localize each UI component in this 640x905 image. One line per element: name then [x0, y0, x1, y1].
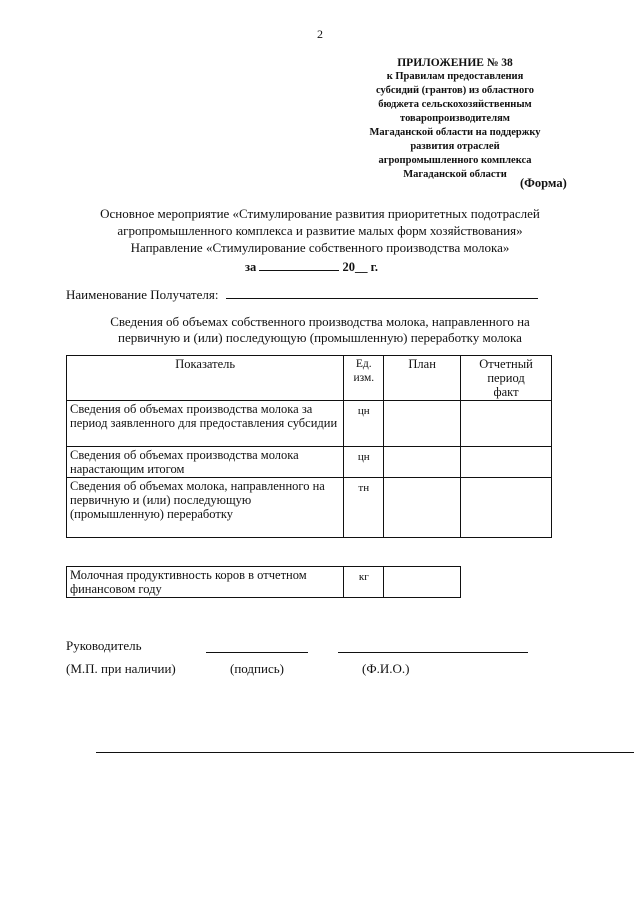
row-plan-cell[interactable] — [384, 478, 461, 538]
row-unit: цн — [344, 401, 384, 447]
table-row — [67, 401, 552, 447]
productivity-table — [66, 566, 461, 598]
heading-line: агропромышленного комплекса и развитие малых форм хозяйствования» — [117, 223, 523, 238]
header-unit: Ед. изм. — [344, 356, 384, 401]
caption-line: Сведения об объемах собственного производства молока, направленного на — [110, 314, 530, 329]
row-unit: цн — [344, 447, 384, 478]
appendix-line: Магаданской области на поддержку — [369, 127, 541, 138]
appendix-title: ПРИЛОЖЕНИЕ № 38 — [397, 57, 513, 69]
page-number: 2 — [317, 27, 323, 41]
row-plan-cell[interactable] — [384, 447, 461, 478]
head-label: Руководитель — [66, 638, 142, 653]
milk-production-table — [66, 355, 552, 538]
row-fact-cell[interactable] — [461, 401, 552, 447]
report-period — [245, 258, 378, 275]
header-fact — [461, 356, 552, 401]
period-blank[interactable] — [259, 258, 339, 271]
productivity-unit: кг — [344, 567, 384, 598]
period-suffix: г. — [370, 260, 379, 274]
table-row — [67, 478, 552, 538]
document-heading — [40, 205, 600, 256]
bottom-divider — [96, 752, 634, 753]
appendix-block — [340, 56, 570, 182]
stamp-label: (М.П. при наличии) — [66, 661, 176, 676]
recipient-row — [66, 286, 538, 303]
recipient-field[interactable] — [226, 286, 538, 299]
row-indicator: Сведения об объемах производства молока нарастающим итогом — [67, 447, 344, 478]
appendix-line: к Правилам предоставления — [386, 71, 524, 82]
period-year-blank[interactable]: __ — [355, 260, 368, 274]
productivity-value-cell[interactable] — [384, 567, 461, 598]
recipient-label: Наименование Получателя: — [66, 287, 219, 302]
signature-block — [66, 638, 536, 678]
table-caption — [66, 314, 574, 346]
appendix-line: развития отраслей — [410, 141, 500, 152]
header-plan: План — [384, 356, 461, 401]
appendix-line: товаропроизводителям — [400, 113, 510, 124]
heading-line: Направление «Стимулирование собственного производства молока» — [130, 240, 510, 255]
table-header-row — [67, 356, 552, 401]
header-fact-line: Отчетный — [479, 357, 533, 371]
row-unit: тн — [344, 478, 384, 538]
form-label: (Форма) — [520, 176, 567, 190]
period-prefix: за — [245, 260, 257, 274]
row-plan-cell[interactable] — [384, 401, 461, 447]
period-year-prefix: 20 — [342, 260, 356, 274]
signature-line[interactable] — [206, 652, 308, 653]
header-indicator: Показатель — [67, 356, 344, 401]
name-label: (Ф.И.О.) — [362, 661, 410, 676]
name-line[interactable] — [338, 652, 528, 653]
header-fact-line: факт — [493, 385, 519, 399]
header-fact-line: период — [487, 371, 525, 385]
table-row — [67, 447, 552, 478]
heading-line: Основное мероприятие «Стимулирование развития приоритетных подотраслей — [100, 206, 540, 221]
caption-line: первичную и (или) последующую (промышленную) переработку молока — [118, 330, 522, 345]
appendix-line: бюджета сельскохозяйственным — [378, 99, 532, 110]
appendix-line: агропромышленного комплекса — [378, 155, 532, 166]
sign-label: (подпись) — [230, 661, 284, 676]
row-indicator: Сведения об объемах производства молока за период заявленного для предоставления субсидии — [67, 401, 344, 447]
productivity-indicator: Молочная продуктивность коров в отчетном финансовом году — [67, 567, 344, 598]
row-fact-cell[interactable] — [461, 478, 552, 538]
row-indicator: Сведения об объемах молока, направленного на первичную и (или) последующую (промышленную) переработку — [67, 478, 344, 538]
appendix-line: субсидий (грантов) из областного — [376, 85, 534, 96]
table-row — [67, 567, 461, 598]
appendix-line: Магаданской области — [403, 169, 507, 180]
row-fact-cell[interactable] — [461, 447, 552, 478]
